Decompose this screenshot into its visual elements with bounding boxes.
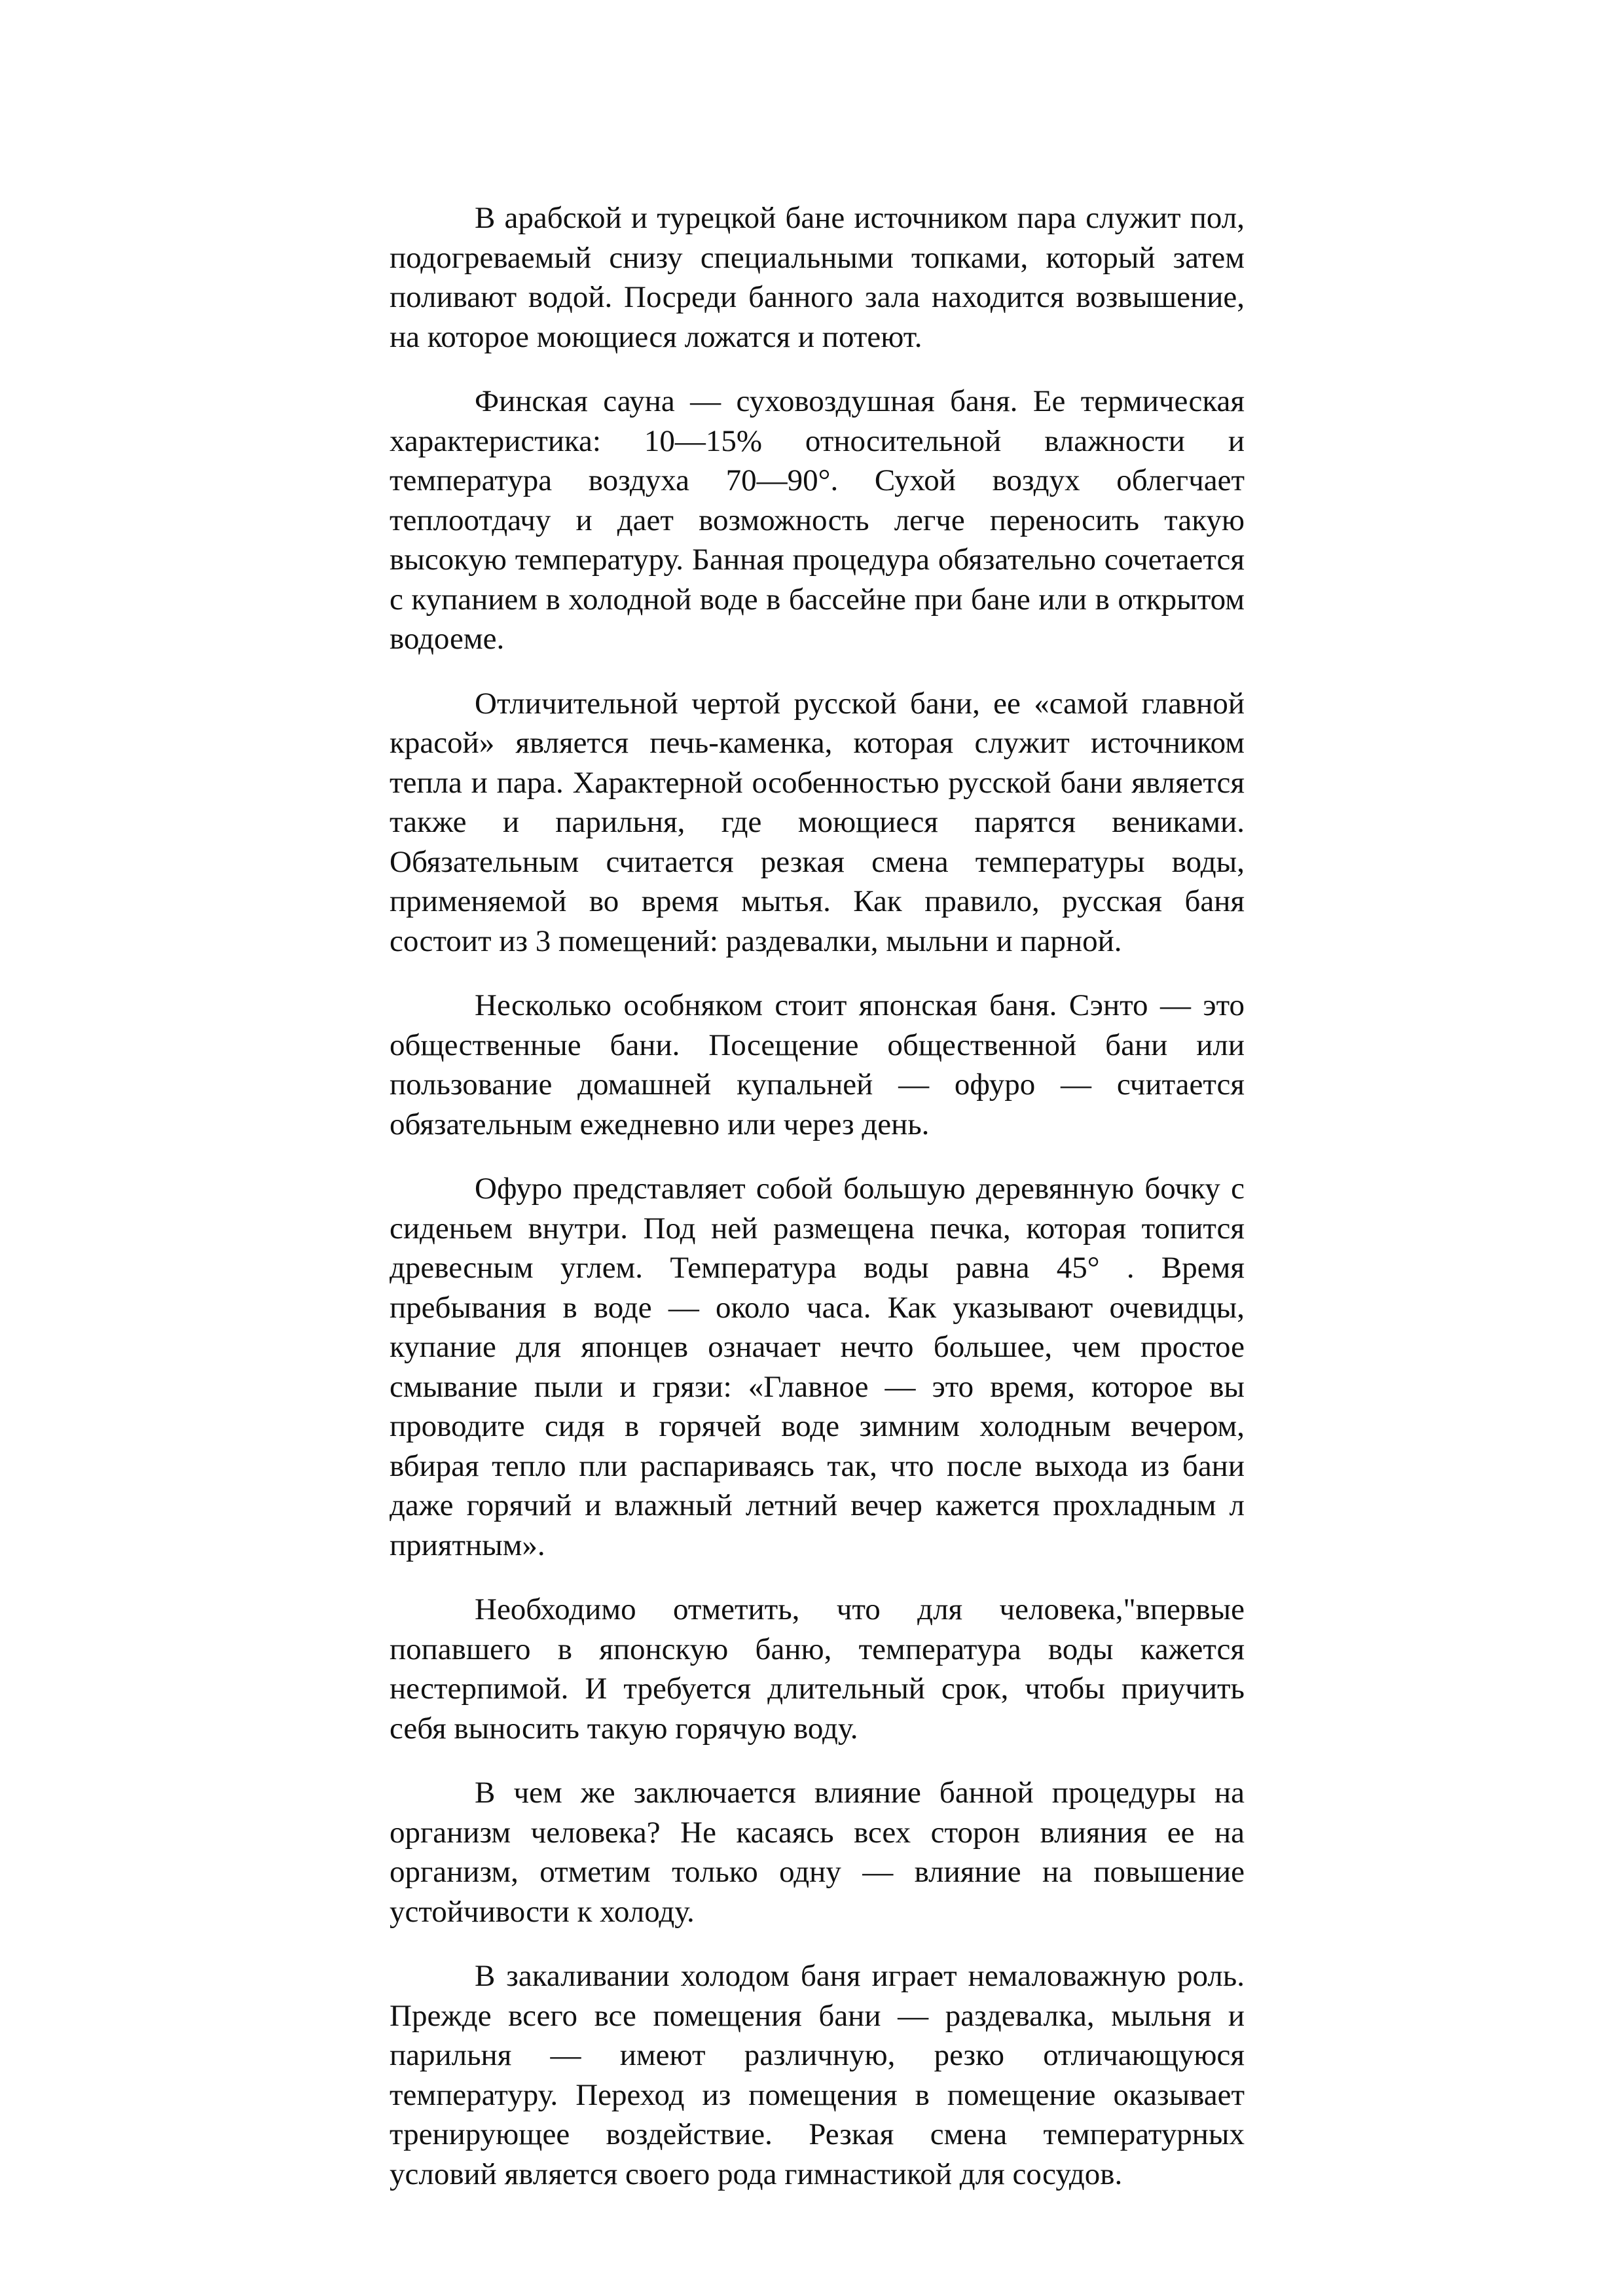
paragraph-water-temperature: Необходимо отметить, что для человека,"впервые попавшего в японскую баню, температура воды кажется нестерпимой. И требуется длительный срок, чтобы приучить себя выносить такую горячую воду. bbox=[390, 1592, 1245, 1746]
paragraph-finnish-sauna: Финская сауна — суховоздушная баня. Ее термическая характеристика: 10—15% относительной влажности и температура воздуха 70—90°. Сухой воздух облегчает теплоотдачу и дает возможность легче переносить такую высокую температуру. Банная процедура обязательно сочетается с купанием в холодной воде в бассейне при бане или в открытом водоеме. bbox=[390, 384, 1245, 656]
paragraph-russian-bath: Отличительной чертой русской бани, ее «самой главной красой» является печь-каменка, которая служит источником тепла и пара. Характерной особенностью русской бани является также и парильня, где моющиеся парятся вениками. Обязательным считается резкая смена температуры воды, применяемой во время мытья. Как правило, русская баня состоит из 3 помещений: раздевалки, мыльни и парной. bbox=[390, 686, 1245, 958]
paragraph-arabic-turkish-bath: В арабской и турецкой бане источником пара служит пол, подогреваемый снизу специальными топками, который затем поливают водой. Посреди банного зала находится возвышение, на которое моющиеся ложатся и потеют. bbox=[390, 201, 1245, 354]
body-text bbox=[390, 198, 1245, 2194]
paragraph-bath-influence: В чем же заключается влияние банной процедуры на организм человека? Не касаясь всех сторон влияния ее на организм, отметим только одну — влияние на повышение устойчивости к холоду. bbox=[390, 1776, 1245, 1929]
paragraph-japanese-bath: Несколько особняком стоит японская баня. Сэнто — это общественные бани. Посещение общественной бани или пользование домашней купальней — офуро — считается обязательным ежедневно или через день. bbox=[390, 988, 1245, 1141]
paragraph-ofuro: Офуро представляет собой большую деревянную бочку с сиденьем внутри. Под ней размещена печка, которая топится древесным углем. Температура воды равна 45° . Время пребывания в воде — около часа. Как указывают очевидцы, купание для японцев означает нечто большее, чем простое смывание пыли и грязи: «Главное — это время, которое вы проводите сидя в горячей воде зимним холодным вечером, вбирая тепло пли распариваясь так, что после выхода из бани даже горячий и влажный летний вечер кажется прохладным л приятным». bbox=[390, 1172, 1245, 1562]
paragraph-cold-hardening: В закаливании холодом баня играет немаловажную роль. Прежде всего все помещения бани — раздевалка, мыльня и парильня — имеют различную, резко отличающуюся температуру. Переход из помещения в помещение оказывает тренирующее воздействие. Резкая смена температурных условий является своего рода гимнастикой для сосудов. bbox=[390, 1959, 1245, 2191]
